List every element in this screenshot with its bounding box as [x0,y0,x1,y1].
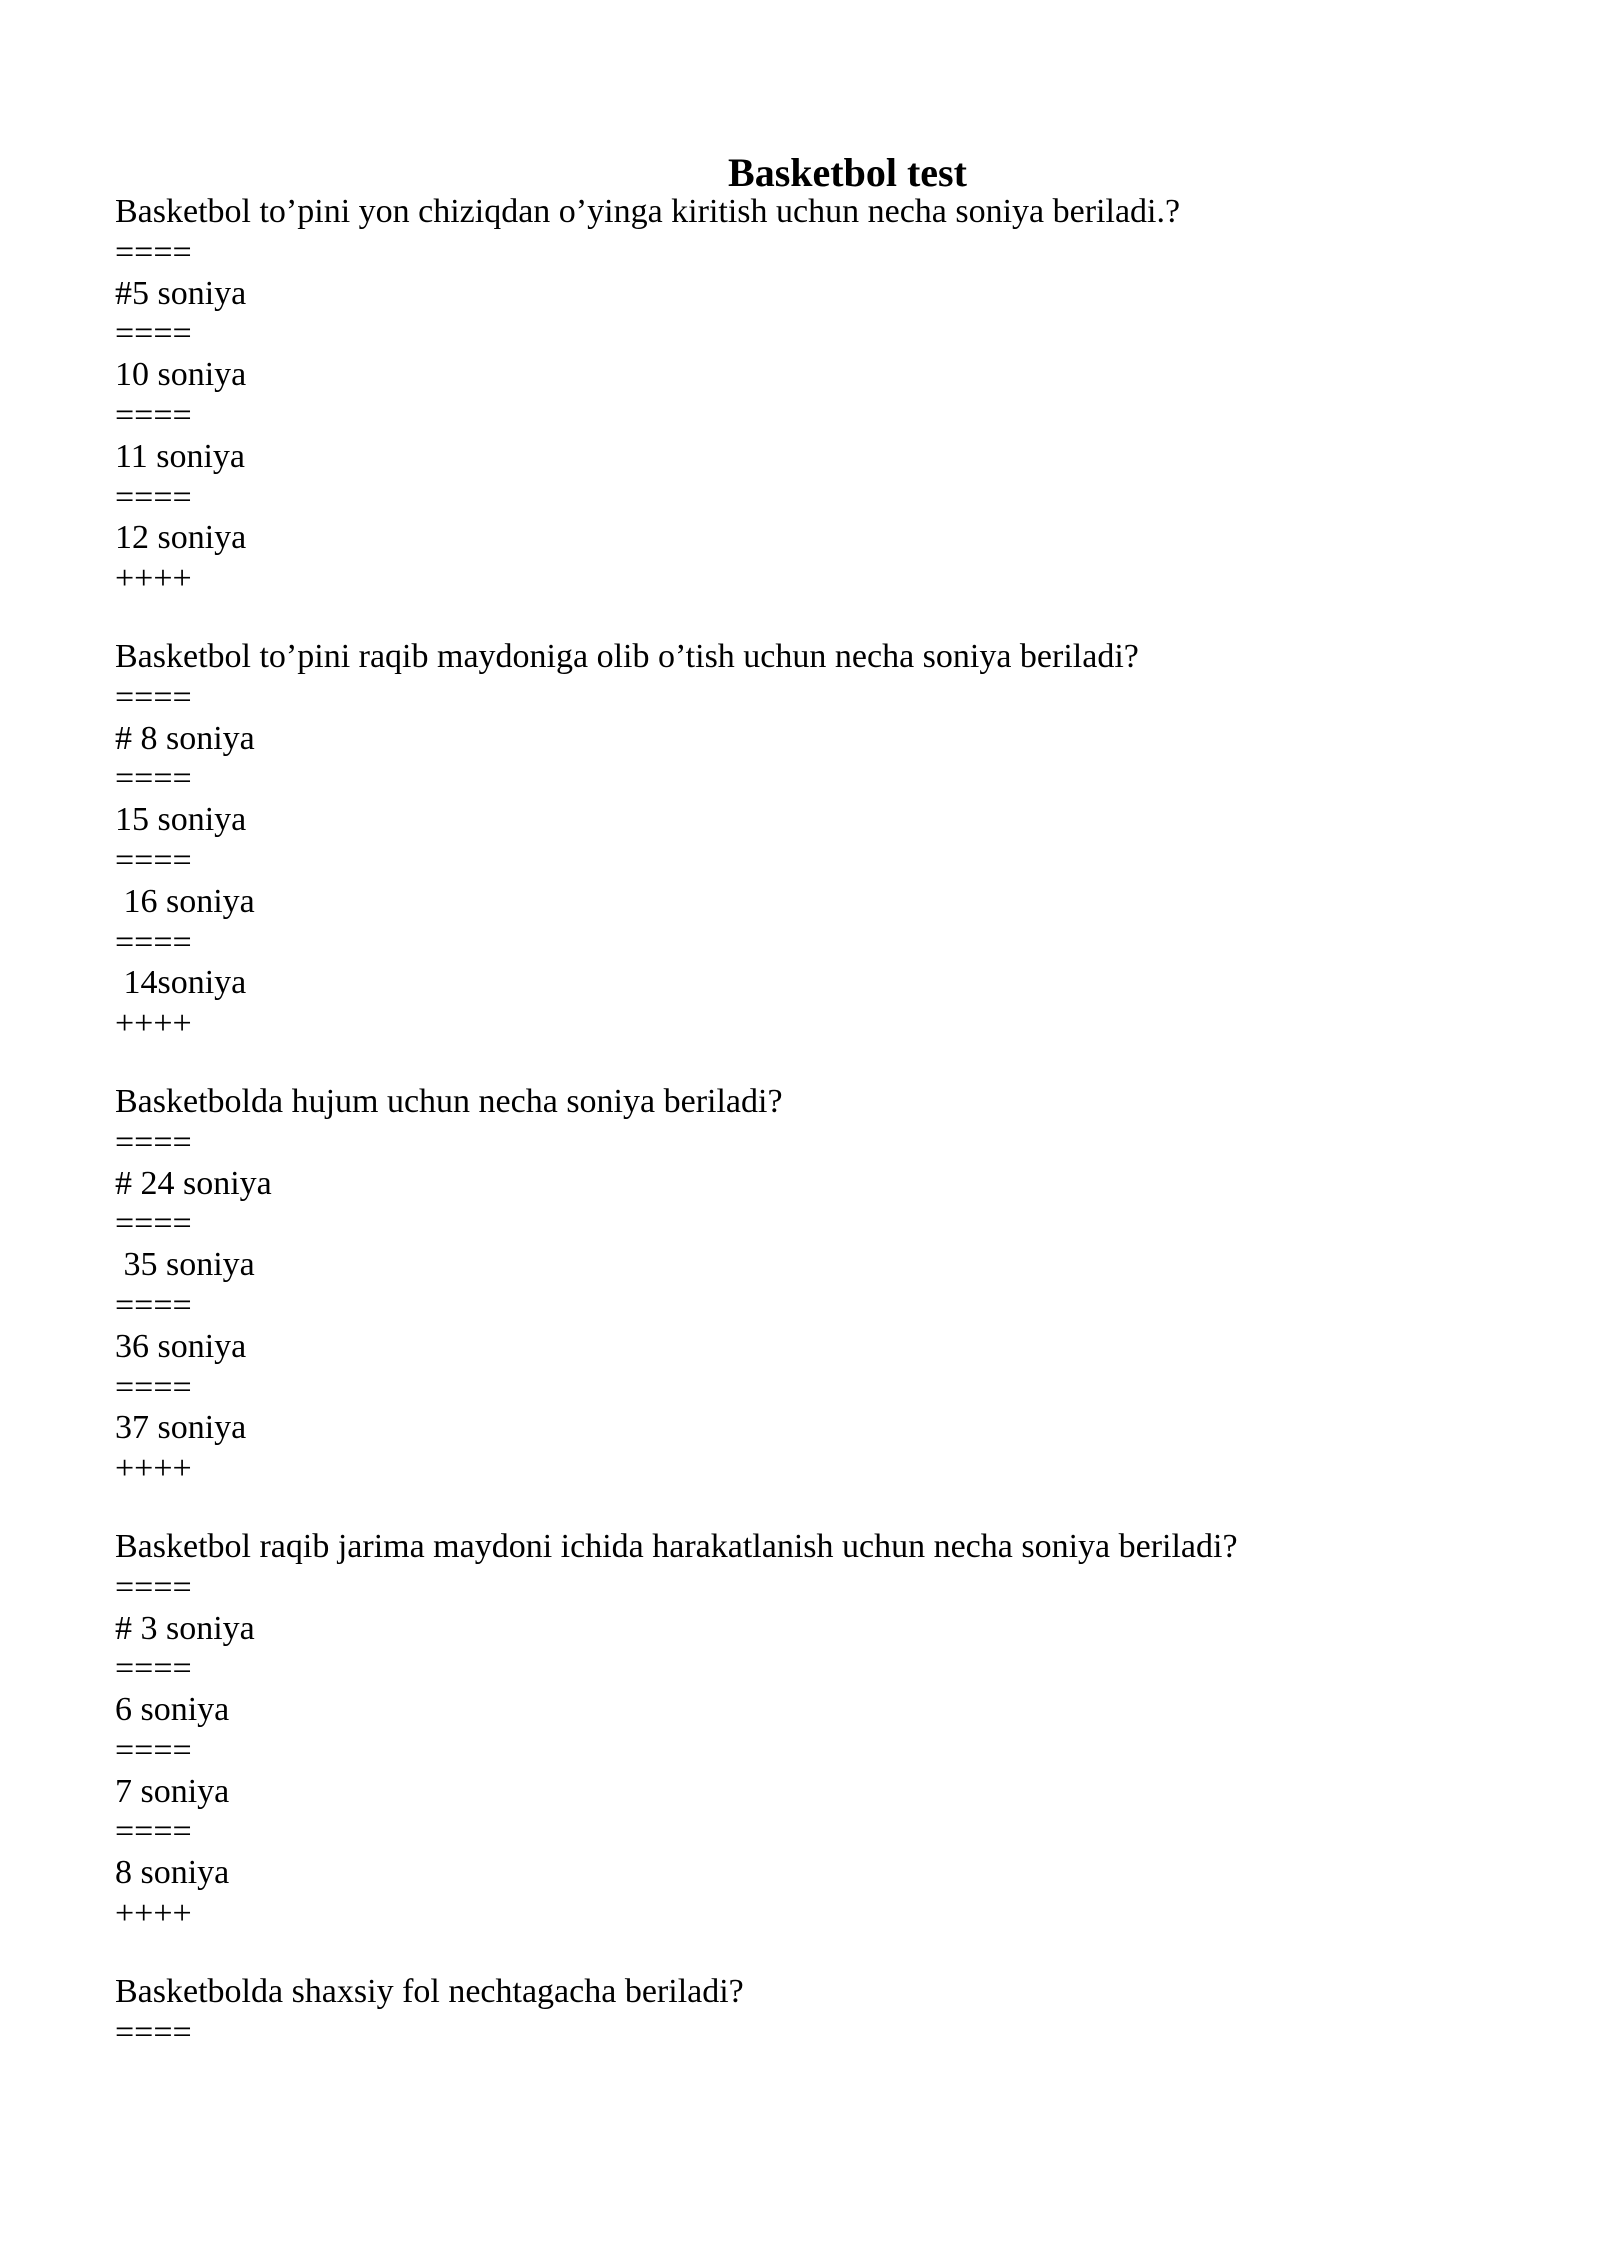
answer-option: 37 soniya [115,1409,247,1447]
answer-option: 10 soniya [115,356,247,394]
answer-option: 11 soniya [115,437,246,475]
question-text: Basketbol raqib jarima maydoni ichida harakatlanish uchun necha soniya beriladi? [115,1527,1238,1565]
end-marker: ++++ [115,1895,192,1933]
separator: ==== [115,1368,192,1406]
question-text: Basketbol to’pini raqib maydoniga olib o’tish uchun necha soniya beriladi? [115,637,1139,675]
end-marker: ++++ [115,1005,192,1043]
end-marker: ++++ [115,560,192,598]
separator: ==== [115,1205,192,1243]
answer-option: 35 soniya [115,1246,255,1284]
question-block [115,1082,1440,1490]
separator: ==== [115,923,192,961]
answer-option: 7 soniya [115,1772,230,1810]
separator: ==== [115,678,192,716]
answer-option: #5 soniya [115,274,247,312]
question-block [115,1972,1440,2054]
separator: ==== [115,841,192,879]
separator: ==== [115,760,192,798]
answer-option: 16 soniya [115,882,255,920]
question-text: Basketbol to’pini yon chiziqdan o’yinga kiritish uchun necha soniya beriladi.? [115,193,1181,230]
question-list [115,192,1440,2053]
separator: ==== [115,478,192,516]
separator: ==== [115,1123,192,1161]
question-text: Basketbolda hujum uchun necha soniya beriladi? [115,1082,783,1120]
question-block [115,1527,1440,1935]
separator: ==== [115,1286,192,1324]
answer-option: 14soniya [115,964,247,1002]
question-block [115,192,1440,600]
answer-option: 6 soniya [115,1691,230,1729]
answer-option: 15 soniya [115,801,247,839]
answer-option: 12 soniya [115,519,247,557]
separator: ==== [115,233,192,271]
answer-option: 8 soniya [115,1854,230,1892]
separator: ==== [115,1568,192,1606]
separator: ==== [115,2013,192,2051]
answer-option: 36 soniya [115,1327,247,1365]
separator: ==== [115,1731,192,1769]
answer-option: # 3 soniya [115,1609,255,1647]
separator: ==== [115,396,192,434]
question-text: Basketbolda shaxsiy fol nechtagacha beriladi? [115,1972,744,2010]
document-title: Basketbol test [728,150,967,195]
separator: ==== [115,1650,192,1688]
separator: ==== [115,1813,192,1851]
answer-option: # 24 soniya [115,1164,272,1202]
answer-option: # 8 soniya [115,719,255,757]
separator: ==== [115,315,192,353]
end-marker: ++++ [115,1450,192,1488]
question-block [115,637,1440,1045]
